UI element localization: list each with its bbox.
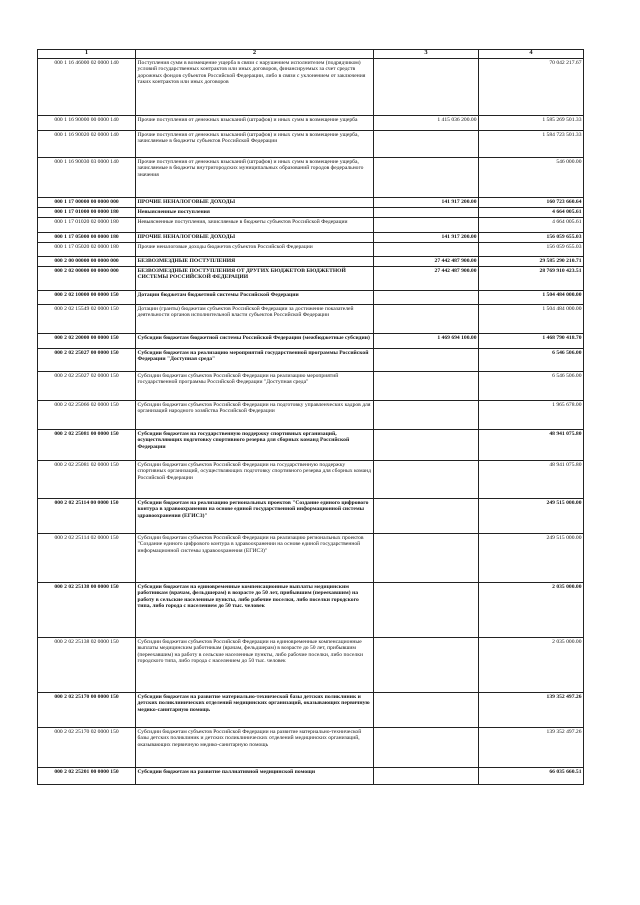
- row-executed-amount: 1 584 723 501.33: [479, 131, 584, 158]
- row-plan-amount: [374, 583, 479, 638]
- row-budget-code: 000 1 17 05020 02 0000 180: [38, 243, 136, 257]
- row-plan-amount: [374, 131, 479, 158]
- row-budget-code: 000 2 02 25114 00 0000 150: [38, 499, 136, 534]
- row-plan-amount: 141 917 200.00: [374, 198, 479, 208]
- row-plan-amount: [374, 430, 479, 461]
- row-plan-amount: 1 415 036 200.00: [374, 116, 479, 131]
- row-name: Субсидии бюджетам бюджетной системы Российской Федерации (межбюджетные субсидии): [136, 334, 374, 349]
- row-budget-code: 000 2 02 25027 00 0000 150: [38, 349, 136, 372]
- row-budget-code: 000 2 02 25114 02 0000 150: [38, 534, 136, 583]
- revenue-table: [37, 49, 584, 785]
- table-row: [38, 461, 584, 499]
- table-row: [38, 116, 584, 131]
- row-name: Невыясненные поступления: [136, 208, 374, 218]
- row-name: Субсидии бюджетам на единовременные компенсационные выплаты медицинским работникам (врачам, фельдшерам) в возрасте до 50 лет, прибывшим (переехавшим) на работу в сельские населенные пункты, либо рабочие поселки, либо поселки городского типа, либо города с населением до 50 тыс. человек: [136, 583, 374, 638]
- row-budget-code: 000 1 17 00000 00 0000 000: [38, 198, 136, 208]
- row-executed-amount: 6 546 506.00: [479, 349, 584, 372]
- row-plan-amount: 27 442 487 900.00: [374, 257, 479, 267]
- row-executed-amount: 160 723 660.64: [479, 198, 584, 208]
- row-name: Субсидии бюджетам на реализацию региональных проектов "Создание единого цифрового контура в здравоохранении на основе единой государственной информационной системы здравоохранения (ЕГИСЗ)": [136, 499, 374, 534]
- row-name: Дотации (гранты) бюджетам субъектов Российской Федерации за достижение показателей деятельности органов исполнительной власти субъектов Российской Федерации: [136, 305, 374, 334]
- row-name: Субсидии бюджетам на развитие материально-технической базы детских поликлиник и детских поликлинических отделений медицинских организаций, оказывающих первичную медико-санитарную помощь: [136, 693, 374, 728]
- row-budget-code: 000 2 02 00000 00 0000 000: [38, 267, 136, 291]
- row-name: Субсидии бюджетам субъектов Российской Федерации на государственную поддержку спортивных организаций, осуществляющих подготовку спортивного резерва для сборных команд Российской Федерации: [136, 461, 374, 499]
- row-executed-amount: 48 941 075.80: [479, 430, 584, 461]
- row-plan-amount: [374, 768, 479, 785]
- row-plan-amount: [374, 349, 479, 372]
- row-budget-code: 000 2 02 25138 02 0000 150: [38, 638, 136, 693]
- table-row: [38, 305, 584, 334]
- row-name: Поступления сумм в возмещение ущерба в связи с нарушением исполнителем (подрядчиком) условий государственных контрактов или иных договоров, финансируемых за счет средств дорожных фондов субъектов Российской Федерации, либо в связи с уклонением от заключения таких контрактов или иных договоров: [136, 59, 374, 116]
- row-executed-amount: 4 664 005.61: [479, 208, 584, 218]
- row-name: ПРОЧИЕ НЕНАЛОГОВЫЕ ДОХОДЫ: [136, 233, 374, 243]
- row-plan-amount: [374, 158, 479, 198]
- table-row: [38, 430, 584, 461]
- row-plan-amount: [374, 243, 479, 257]
- row-budget-code: 000 2 02 10000 00 0000 150: [38, 291, 136, 305]
- table-row: [38, 218, 584, 233]
- row-name: Дотации бюджетам бюджетной системы Российской Федерации: [136, 291, 374, 305]
- row-executed-amount: 2 035 000.00: [479, 583, 584, 638]
- table-row: [38, 583, 584, 638]
- table-row: [38, 198, 584, 208]
- row-name: Субсидии бюджетам субъектов Российской Федерации на реализацию региональных проектов "Создание единого цифрового контура в здравоохранении на основе единой государственной информационной системы здравоохранения (ЕГИСЗ)": [136, 534, 374, 583]
- row-plan-amount: 27 442 487 900.00: [374, 267, 479, 291]
- row-plan-amount: [374, 401, 479, 430]
- row-budget-code: 000 1 16 46000 02 0000 140: [38, 59, 136, 116]
- row-name: Субсидии бюджетам субъектов Российской Федерации на подготовку управленческих кадров для организаций народного хозяйства Российской Федерации: [136, 401, 374, 430]
- row-name: Прочие неналоговые доходы бюджетов субъектов Российской Федерации: [136, 243, 374, 257]
- row-plan-amount: [374, 638, 479, 693]
- row-executed-amount: 29 585 290 210.71: [479, 257, 584, 267]
- row-budget-code: 000 2 02 20000 00 0000 150: [38, 334, 136, 349]
- row-name: Субсидии бюджетам субъектов Российской Федерации на реализацию мероприятий государственной программы Российской Федерации "Доступная среда": [136, 372, 374, 401]
- row-executed-amount: 156 059 655.03: [479, 243, 584, 257]
- column-header-execution: 4: [479, 50, 584, 59]
- table-row: [38, 334, 584, 349]
- table-row: [38, 158, 584, 198]
- table-header-row: [38, 50, 584, 59]
- row-executed-amount: 1 965 678.00: [479, 401, 584, 430]
- row-name: Прочие поступления от денежных взысканий (штрафов) и иных сумм в возмещение ущерба, зачисляемые в бюджеты субъектов Российской Федерации: [136, 131, 374, 158]
- row-budget-code: 000 1 16 90000 00 0000 140: [38, 116, 136, 131]
- row-executed-amount: 28 769 910 423.51: [479, 267, 584, 291]
- row-budget-code: 000 2 02 25170 02 0000 150: [38, 728, 136, 768]
- row-budget-code: 000 1 17 01000 00 0000 180: [38, 208, 136, 218]
- row-plan-amount: [374, 534, 479, 583]
- table-row: [38, 267, 584, 291]
- row-executed-amount: 1 504 484 000.00: [479, 291, 584, 305]
- table-row: [38, 768, 584, 785]
- row-plan-amount: [374, 208, 479, 218]
- row-executed-amount: 156 059 655.03: [479, 233, 584, 243]
- row-budget-code: 000 2 00 00000 00 0000 000: [38, 257, 136, 267]
- row-budget-code: 000 2 02 25138 00 0000 150: [38, 583, 136, 638]
- row-plan-amount: [374, 305, 479, 334]
- table-row: [38, 401, 584, 430]
- row-budget-code: 000 2 02 25027 02 0000 150: [38, 372, 136, 401]
- table-row: [38, 499, 584, 534]
- table-row: [38, 243, 584, 257]
- table-row: [38, 728, 584, 768]
- row-budget-code: 000 2 02 25201 00 0000 150: [38, 768, 136, 785]
- row-budget-code: 000 1 16 90030 03 0000 140: [38, 158, 136, 198]
- row-plan-amount: 1 469 694 100.00: [374, 334, 479, 349]
- row-plan-amount: [374, 728, 479, 768]
- row-name: Прочие поступления от денежных взысканий (штрафов) и иных сумм в возмещение ущерба, зачисляемые в бюджеты внутригородских муниципальных образований городов федерального значения: [136, 158, 374, 198]
- row-executed-amount: 70 042 217.67: [479, 59, 584, 116]
- row-plan-amount: [374, 372, 479, 401]
- table-row: [38, 349, 584, 372]
- row-plan-amount: [374, 291, 479, 305]
- row-name: Субсидии бюджетам субъектов Российской Федерации на единовременные компенсационные выплаты медицинским работникам (врачам, фельдшерам) в возрасте до 50 лет, прибывшим (переехавшим) на работу в сельские населенные пункты, либо рабочие поселки, либо поселки городского типа, либо города с населением до 50 тыс. человек: [136, 638, 374, 693]
- row-name: Субсидии бюджетам на реализацию мероприятий государственной программы Российской Федерации "Доступная среда": [136, 349, 374, 372]
- row-budget-code: 000 2 02 25081 02 0000 150: [38, 461, 136, 499]
- row-executed-amount: 4 664 005.61: [479, 218, 584, 233]
- row-name: БЕЗВОЗМЕЗДНЫЕ ПОСТУПЛЕНИЯ ОТ ДРУГИХ БЮДЖЕТОВ БЮДЖЕТНОЙ СИСТЕМЫ РОССИЙСКОЙ ФЕДЕРАЦИИ: [136, 267, 374, 291]
- row-plan-amount: [374, 461, 479, 499]
- row-executed-amount: 1 468 790 418.70: [479, 334, 584, 349]
- row-executed-amount: 2 035 000.00: [479, 638, 584, 693]
- row-budget-code: 000 2 02 25066 02 0000 150: [38, 401, 136, 430]
- column-header-name: 2: [136, 50, 374, 59]
- table-row: [38, 372, 584, 401]
- row-executed-amount: 1 504 484 000.00: [479, 305, 584, 334]
- row-budget-code: 000 2 02 25081 00 0000 150: [38, 430, 136, 461]
- table-row: [38, 534, 584, 583]
- row-executed-amount: 139 352 497.26: [479, 728, 584, 768]
- row-plan-amount: [374, 218, 479, 233]
- row-plan-amount: [374, 693, 479, 728]
- row-budget-code: 000 2 02 15549 02 0000 150: [38, 305, 136, 334]
- row-executed-amount: 66 035 660.51: [479, 768, 584, 785]
- table-body: [38, 59, 584, 785]
- row-name: ПРОЧИЕ НЕНАЛОГОВЫЕ ДОХОДЫ: [136, 198, 374, 208]
- row-name: Субсидии бюджетам субъектов Российской Федерации на развитие материально-технической базы детских поликлиник и детских поликлинических отделений медицинских организаций, оказывающих первичную медико-санитарную помощь: [136, 728, 374, 768]
- table-row: [38, 257, 584, 267]
- row-plan-amount: 141 917 200.00: [374, 233, 479, 243]
- row-budget-code: 000 1 16 90020 02 0000 140: [38, 131, 136, 158]
- row-executed-amount: 249 515 000.00: [479, 534, 584, 583]
- table-row: [38, 638, 584, 693]
- row-name: Невыясненные поступления, зачисляемые в бюджеты субъектов Российской Федерации: [136, 218, 374, 233]
- table-row: [38, 59, 584, 116]
- table-row: [38, 233, 584, 243]
- row-name: БЕЗВОЗМЕЗДНЫЕ ПОСТУПЛЕНИЯ: [136, 257, 374, 267]
- table-row: [38, 208, 584, 218]
- table-row: [38, 131, 584, 158]
- row-budget-code: 000 2 02 25170 00 0000 150: [38, 693, 136, 728]
- row-budget-code: 000 1 17 01020 02 0000 180: [38, 218, 136, 233]
- row-executed-amount: 48 941 075.80: [479, 461, 584, 499]
- row-executed-amount: 139 352 497.26: [479, 693, 584, 728]
- row-executed-amount: 249 515 000.00: [479, 499, 584, 534]
- row-name: Субсидии бюджетам на развитие паллиативной медицинской помощи: [136, 768, 374, 785]
- row-executed-amount: 6 546 506.00: [479, 372, 584, 401]
- row-name: Субсидии бюджетам на государственную поддержку спортивных организаций, осуществляющих подготовку спортивного резерва для сборных команд Российской Федерации: [136, 430, 374, 461]
- row-plan-amount: [374, 59, 479, 116]
- column-header-plan: 3: [374, 50, 479, 59]
- table-row: [38, 693, 584, 728]
- row-name: Прочие поступления от денежных взысканий (штрафов) и иных сумм в возмещение ущерба: [136, 116, 374, 131]
- column-header-code: 1: [38, 50, 136, 59]
- table-row: [38, 291, 584, 305]
- row-executed-amount: 1 585 269 501.33: [479, 116, 584, 131]
- row-executed-amount: 546 000.00: [479, 158, 584, 198]
- row-budget-code: 000 1 17 05000 00 0000 180: [38, 233, 136, 243]
- row-plan-amount: [374, 499, 479, 534]
